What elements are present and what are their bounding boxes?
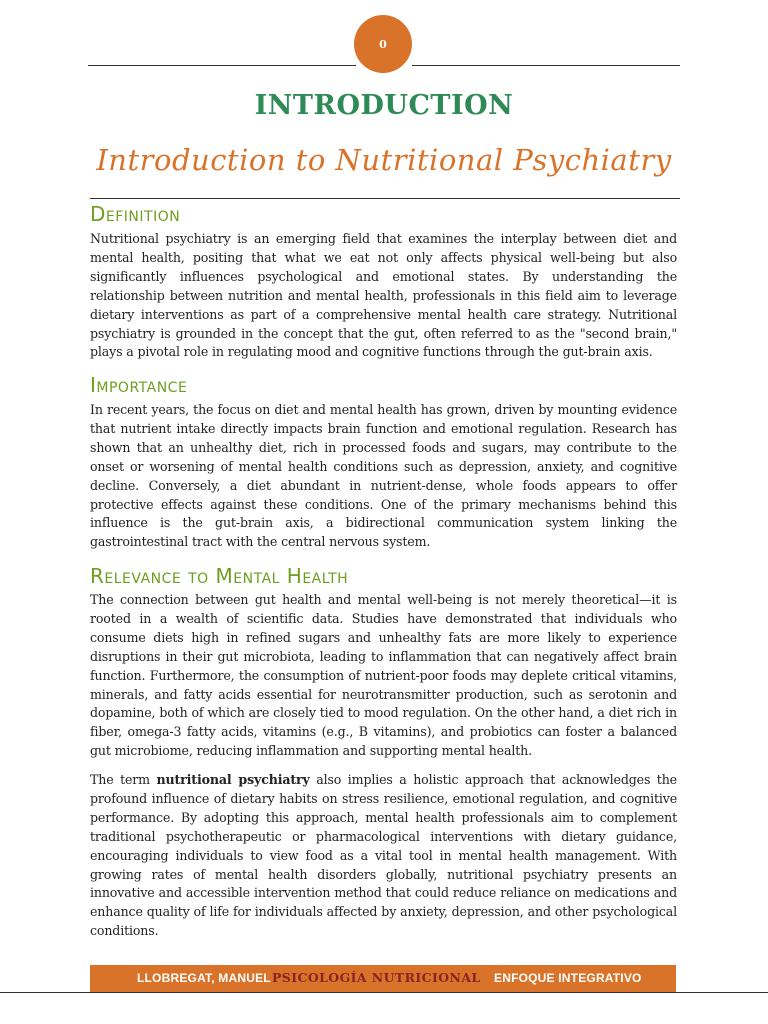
header-rule-right: [412, 65, 680, 66]
importance-paragraph: In recent years, the focus on diet and mental health has grown, driven by mounting evidence that nutrient intake directly impacts brain function and emotional regulation. Research has shown that an unhealthy diet, rich in processed foods and sugars, may contribute to the onset or worsening of mental health conditions such as depression, anxiety, and cognitive decline. Conversely, a diet abundant in nutrient-dense, whole foods appears to offer protective effects against these conditions. One of the primary mechanisms behind this influence is the gut-brain axis, a bidirectional communication system linking the gastrointestinal tract with the central nervous system.: [90, 402, 677, 550]
holistic-paragraph: [90, 771, 677, 941]
header-rule-left: [88, 65, 356, 66]
chapter-subtitle: Introduction to Nutritional Psychiatry: [96, 143, 672, 177]
section-heading-importance: Importance: [90, 373, 188, 397]
definition-paragraph: Nutritional psychiatry is an emerging field that examines the interplay between diet and mental health, positing that what we eat not only affects physical well-being but also significantly influences psychological and emotional states. By understanding the relationship between nutrition and mental health, professionals in this field aim to leverage dietary interventions as part of a comprehensive mental health care strategy. Nutritional psychiatry is grounded in the concept that the gut, often referred to as the "second brain," plays a pivotal role in regulating mood and cognitive functions through the gut-brain axis.: [90, 231, 677, 360]
relevance-paragraph: The connection between gut health and mental well-being is not merely theoretical—it is rooted in a wealth of scientific data. Studies have demonstrated that individuals who consume diets high in refined sugars and unhealthy fats are more likely to experience disruptions in their gut microbiota, leading to inflammation that can negatively affect brain function. Furthermore, the consumption of nutrient-poor foods may deplete critical vitamins, minerals, and fatty acids essential for neurotransmitter production, such as serotonin and dopamine, both of which are closely tied to mood regulation. On the other hand, a diet rich in fiber, omega-3 fatty acids, vitamins (e.g., B vitamins), and probiotics can foster a balanced gut microbiome, reducing inflammation and supporting mental health.: [90, 592, 677, 759]
holistic-prefix: The term: [90, 772, 157, 787]
page-number: 0: [379, 37, 387, 51]
title-divider: [90, 198, 680, 199]
footer-book-subtitle: ENFOQUE INTEGRATIVO: [494, 971, 642, 985]
page-number-badge: [354, 15, 412, 73]
section-heading-relevance: Relevance to Mental Health: [90, 564, 349, 588]
holistic-suffix: also implies a holistic approach that acknowledges the profound influence of dietary habits on stress resilience, emotional regulation, and cognitive performance. By adopting this approach, mental health professionals aim to complement traditional psychotherapeutic or pharmacological interventions with dietary guidance, encouraging individuals to view food as a vital tool in mental health management. With growing rates of mental health disorders globally, nutritional psychiatry presents an innovative and accessible intervention method that could reduce reliance on medications and enhance quality of life for individuals affected by anxiety, depression, and other psychological conditions.: [90, 772, 677, 939]
footer-book-title: PSICOLOGÍA NUTRICIONAL: [272, 970, 481, 985]
footer-rule: [0, 992, 768, 993]
section-heading-definition: Definition: [90, 202, 181, 226]
holistic-term: nutritional psychiatry: [156, 772, 310, 787]
footer-author: LLOBREGAT, MANUEL: [137, 971, 271, 985]
chapter-title: INTRODUCTION: [254, 90, 514, 121]
